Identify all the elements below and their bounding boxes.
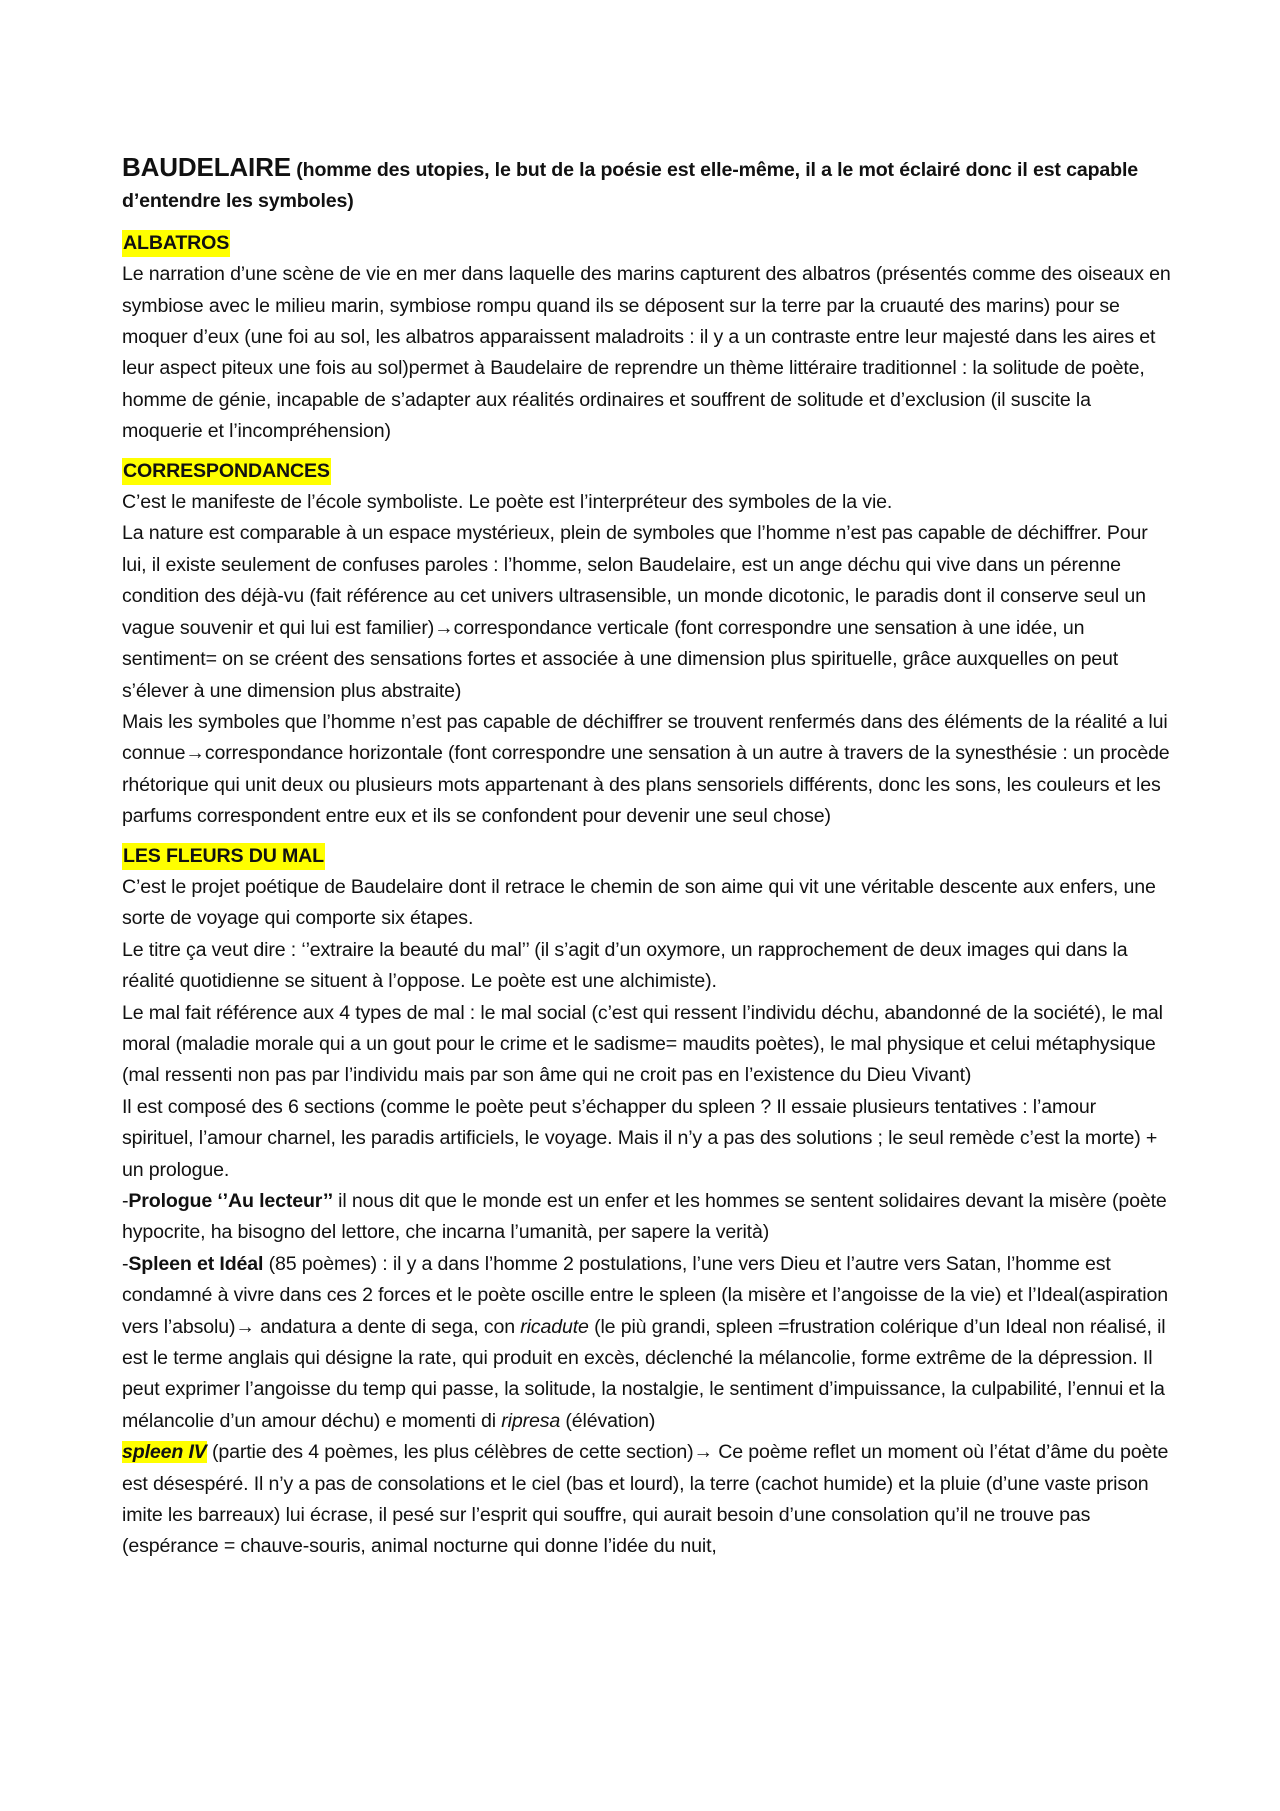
paragraph: Le titre ça veut dire : ‘’extraire la beauté du mal’’ (il s’agit d’un oxymore, un rapprochement de deux images qui dans la réalité quotidienne se situent à l’oppose. Le poète est une alchimiste). bbox=[122, 938, 1128, 993]
document-page bbox=[122, 152, 1172, 1571]
dash: - bbox=[122, 1252, 129, 1275]
paragraph: La nature est comparable à un espace mystérieux, plein de symboles que l’homme n’est pas capable de déchiffrer. Pour lui, il existe seulement de confuses paroles : l’homme, selon Baudelaire, est un ange déchu qui vive dans un pérenne condition des déjà-vu (fait référence au cet univers ultrasensible, un monde dicotonic, le paradis dont il conserve seul un vague souvenir et qui lui est familier)→correspondance verticale (font correspondre une sensation à une idée, un sentiment= on se créent des sensations fortes et associée à une dimension plus spirituelle, grâce auxquelles on peut s’élever à une dimension plus abstraite) bbox=[122, 522, 1148, 702]
spleen-iv-label-text: spleen IV bbox=[122, 1441, 207, 1464]
prologue-title: Prologue ‘’Au lecteur’’ bbox=[128, 1190, 333, 1212]
italic-term: ricadute bbox=[520, 1315, 589, 1338]
italic-term: ripresa bbox=[501, 1409, 561, 1432]
spleen-ideal-title: Spleen et Idéal bbox=[128, 1252, 264, 1275]
title-main: BAUDELAIRE bbox=[122, 152, 291, 182]
heading-fleurs-du-mal: LES FLEURS DU MAL bbox=[122, 843, 325, 870]
spleen-iv-text: (partie des 4 poèmes, les plus célèbres de cette section)→ Ce poème reflet un moment où l’état d’âme du poète est désespéré. Il n’y a pas de consolations et le ciel (bas et lourd), la terre (cachot humide) et la pluie (d’une vaste prison imite les barreaux) lui écrase, il pesé sur l’esprit qui souffre, qui aurait besoin d’une consolation qu’il ne trouve pas (espérance = chauve-souris, animal nocturne qui donne l’idée du nuit, bbox=[122, 1441, 1169, 1558]
paragraph: Le mal fait référence aux 4 types de mal : le mal social (c’est qui ressent l’individu déchu, abandonné de la société), le mal moral (maladie morale qui a un gout pour le crime et le sadisme= maudits poètes), le mal physique et celui métaphysique (mal ressenti non pas par l’individu mais par son âme qui ne croit pas en l’existence du Dieu Vivant) bbox=[122, 1001, 1163, 1087]
heading-correspondances: CORRESPONDANCES bbox=[122, 458, 331, 485]
section-fleurs-du-mal bbox=[122, 841, 1172, 1563]
spleen-text-b: (le più grandi, spleen =frustration colérique d’un Ideal non réalisé, il est le terme anglais qui désigne la rate, qui produit en excès, déclenché la mélancolie, forme extrême de la dépression. Il peut exprimer l’angoisse du temp qui passe, la solitude, la nostalgie, le sentiment d’impuissance, la culpabilité, l’ennui et la mélancolie d’un amour déchu) e momenti di bbox=[122, 1315, 1166, 1432]
prologue-text: il nous dit que le monde est un enfer et les hommes se sentent solidaires devant la misère (poète hypocrite, ha bisogno del lettore, che incarna l’umanità, per sapere la verità) bbox=[122, 1190, 1167, 1244]
document-title bbox=[122, 152, 1172, 218]
paragraph-spleen-ideal bbox=[122, 1249, 1172, 1437]
paragraph: C’est le manifeste de l’école symboliste. Le poète est l’interpréteur des symboles de la vie. bbox=[122, 491, 893, 514]
dash: - bbox=[122, 1190, 129, 1212]
section-albatros bbox=[122, 228, 1172, 448]
paragraph: Mais les symboles que l’homme n’est pas capable de déchiffrer se trouvent renfermés dans des éléments de la réalité a lui connue→correspondance horizontale (font correspondre une sensation à un autre à travers de la synesthésie : un procède rhétorique qui unit deux ou plusieurs mots appartenant à des plans sensoriels différents, donc les sons, les couleurs et les parfums correspondent entre eux et ils se confondent pour devenir une seul chose) bbox=[122, 710, 1170, 828]
section-correspondances bbox=[122, 456, 1172, 833]
paragraph: Le narration d’une scène de vie en mer dans laquelle des marins capturent des albatros (présentés comme des oiseaux en symbiose avec le milieu marin, symbiose rompu quand ils se déposent sur la terre par la cruauté des marins) pour se moquer d’eux (une foi au sol, les albatros apparaissent maladroits : il y a un contraste entre leur majesté dans les aires et leur aspect piteux une fois au sol)permet à Baudelaire de reprendre un thème littéraire traditionnel : la solitude de poète, homme de génie, incapable de s’adapter aux réalités ordinaires et souffrent de solitude et d’exclusion (il suscite la moquerie et l’incompréhension) bbox=[122, 263, 1171, 443]
paragraph: Il est composé des 6 sections (comme le poète peut s’échapper du spleen ? Il essaie plusieurs tentatives : l’amour spirituel, l’amour charnel, les paradis artificiels, le voyage. Mais il n’y a pas des solutions ; le seul remède c’est la morte) + un prologue. bbox=[122, 1095, 1158, 1181]
paragraph-spleen-iv bbox=[122, 1437, 1172, 1563]
paragraph: C’est le projet poétique de Baudelaire dont il retrace le chemin de son aime qui vit une véritable descente aux enfers, une sorte de voyage qui comporte six étapes. bbox=[122, 875, 1156, 930]
paragraph-prologue bbox=[122, 1186, 1172, 1249]
spleen-text-a: (85 poèmes) : il y a dans l’homme 2 postulations, l’une vers Dieu et l’autre vers Satan, l’homme est condamné à vivre dans ces 2 forces et le poète oscille entre le spleen (la misère et l’angoisse de la vie) et l’Ideal(aspiration vers l’absolu)→ andatura a dente di sega, con bbox=[122, 1252, 1168, 1338]
title-subtitle: (homme des utopies, le but de la poésie est elle-même, il a le mot éclairé donc il est capable d’entendre les symboles) bbox=[122, 159, 1139, 213]
spleen-iv-label bbox=[122, 1441, 207, 1463]
heading-albatros: ALBATROS bbox=[122, 230, 230, 257]
spleen-text-c: (élévation) bbox=[560, 1409, 656, 1432]
